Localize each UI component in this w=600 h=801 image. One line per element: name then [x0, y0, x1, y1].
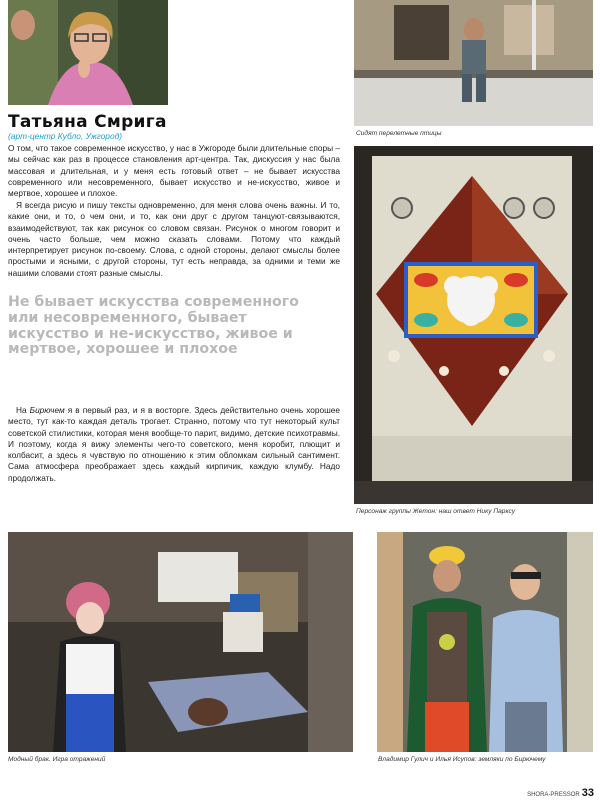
paragraph-1: О том, что такое современное искусство, у нас в Ужгороде были длительные споры – мы сейчас как раз в процессе становления арт-центра. Так, дискуссия у нас была массовая и длительная, и у меня есть готовый ответ – не бывает искусства современного или несовременного, бывает искусство и не-искусство, живое и мертвое, хорошее и плохое. — [8, 143, 340, 199]
portrait-photo — [8, 0, 168, 105]
paragraph-3 — [8, 405, 340, 484]
paragraph-3-rest: я в первый раз, и я в восторге. Здесь действительно очень хорошее место, тут как-то каждая деталь трогает. Странно, потому что тут некоторый культ советской стилистики, которая меня вообще-то парит, видимо, детские психотравмы. И поэтому, когда я вижу элементы чего-то советского, меня коробит, плющит и колбасит, а здесь я чувствую по отношению к этим обломкам сильный сантимент. Сама атмосфера преображает здесь каждый кирпичик, каждую клумбу. Надо продолжать. — [8, 405, 340, 483]
caption-balcony: Сидят перелетные птицы — [356, 130, 442, 137]
balcony-photo — [354, 0, 593, 126]
page-folio — [527, 787, 594, 799]
stove-photo — [354, 146, 593, 504]
paragraph-3-lead: На — [16, 405, 30, 415]
caption-junk: Модный брак. Игра отражений — [8, 756, 106, 763]
caption-doorway: Владимир Гулич и Илья Исупов: земляки по Бирючему — [378, 756, 546, 763]
pull-quote: Не бывает искусства современного или несовременного, бывает искусство и не-искусство, живое и мертвое, хорошее и плохое — [8, 294, 299, 358]
doorway-photo — [377, 532, 593, 752]
author-name: Татьяна Смрига — [8, 112, 167, 132]
page-number: 33 — [581, 787, 594, 799]
paragraph-3-italic: Бирючем — [29, 405, 65, 415]
author-affiliation: (арт-центр Кубло, Ужгород) — [8, 131, 123, 141]
caption-stove: Персонаж группы Жетон: наш ответ Нику Парксу — [356, 508, 516, 515]
magazine-name: SHORA-PRESSOR — [527, 792, 580, 798]
paragraph-2: Я всегда рисую и пишу тексты одновременно, для меня слова очень важны. И то, какие они, и то, о чем они, и то, как они друг с другом танцуют-связываются, взаимодействуют, так как рисунок со словом связан. Рисунок о многом говорит и очень часто больше, чем можно сказать словами. Потому что каждый интерпретирует рисунок по-своему. Слова, с одной стороны, делают смыслы более простыми и ясными, с другой стороны, тут есть неправда, за одними и теми же нашими словами стоят разные смыслы. — [8, 200, 340, 278]
junk-photo — [8, 532, 353, 752]
